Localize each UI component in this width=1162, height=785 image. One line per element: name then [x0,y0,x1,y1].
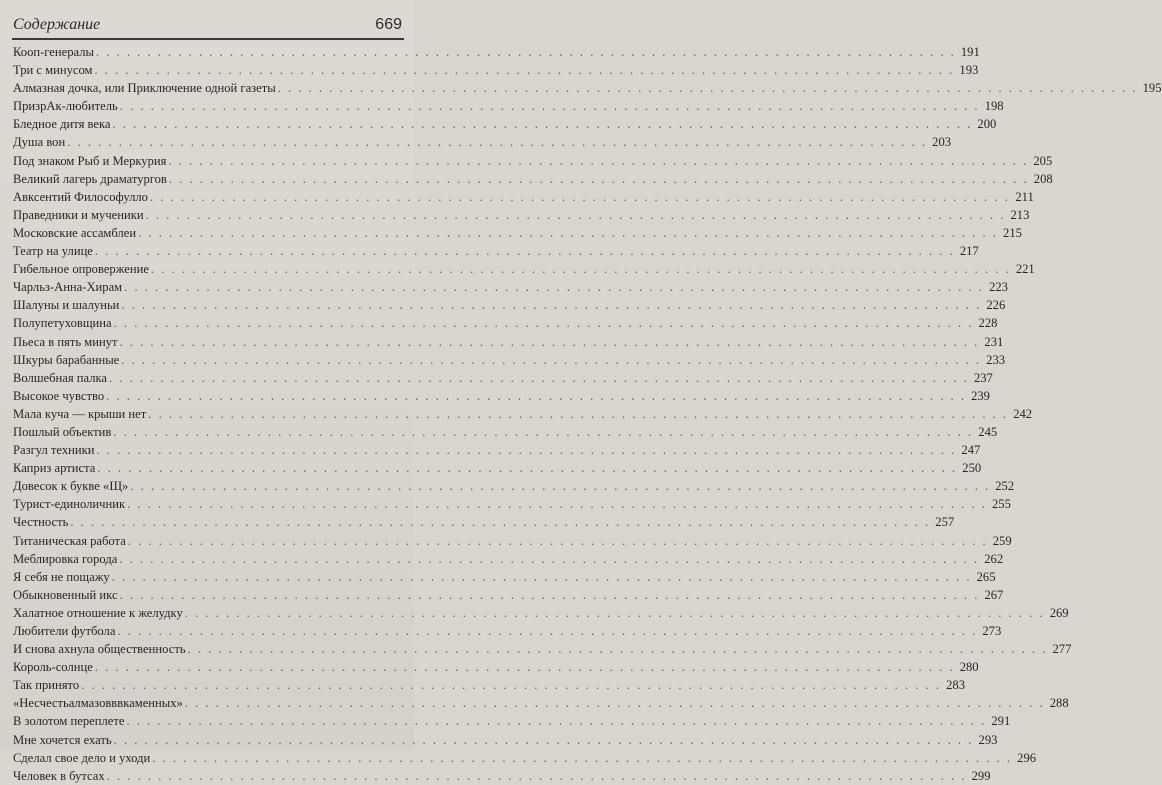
toc-entry [13,333,1004,351]
toc-entry [13,369,993,387]
toc-entry-title: Мне хочется ехать [13,732,112,747]
toc-entry-page: 193 [959,63,979,78]
toc-entry-title: Так принято [13,678,80,693]
dot-leader [130,477,990,495]
toc-entry-page: 288 [1049,696,1069,711]
toc-entry [13,314,998,332]
dot-leader [117,622,977,640]
dot-leader [126,712,986,730]
dot-leader [278,79,1138,97]
toc-entry [13,242,979,260]
toc-entry-page: 203 [932,135,952,150]
toc-entry [13,640,1072,658]
toc-entry-page: 215 [1003,225,1022,240]
toc-entry-title: Высокое чувство [13,388,105,403]
toc-entry-page: 211 [1015,189,1034,204]
dot-leader [96,441,956,459]
toc-entry-page: 283 [946,678,965,693]
dot-leader [124,278,984,296]
toc-entry [13,170,1053,188]
dot-leader [121,296,981,314]
toc-entry-page: 245 [978,424,998,439]
toc-entry-title: Сделал свое дело и уходи [13,750,151,765]
toc-entry [13,405,1033,423]
toc-entry-title: Любители футбола [13,624,116,638]
dot-leader [121,351,981,369]
toc-entry-title: «Несчестьалмазовввкаменных» [13,696,183,711]
toc-entry-page: 267 [984,587,1004,602]
dot-leader [114,314,974,332]
toc-entry [13,296,1006,314]
toc-entry [13,387,990,405]
toc-entry-title: Шалуны и шалуньи [13,298,120,313]
toc-entry-page: 280 [959,660,979,675]
dot-leader [185,694,1045,712]
dot-leader [96,43,956,61]
toc-entry [13,586,1004,604]
toc-entry-page: 250 [962,461,982,476]
dot-leader [152,749,1012,767]
toc-entry-title: Пошлый объектив [13,424,112,439]
toc-entry-page: 259 [992,533,1012,548]
toc-entry-title: Алмазная дочка, или Приключение одной газеты [13,81,276,96]
toc-entry [13,622,1002,640]
toc-entry-title: Мала куча — крыши нет [13,406,147,421]
toc-entry [13,115,997,133]
toc-entry [13,712,1011,730]
toc-entry [13,206,1030,224]
toc-entry-title: Праведники и мученики [13,207,144,222]
toc-entry [13,550,1004,568]
toc-entry [13,604,1069,622]
toc-entry [13,61,979,79]
toc-entry-title: Человек в бутсах [13,768,105,783]
toc-entry-page: 228 [978,316,998,331]
toc-entry [13,224,1022,242]
toc-entry-page: 269 [1049,605,1069,620]
toc-entry-title: Полупетуховщина [13,316,112,331]
toc-entry-page: 242 [1013,406,1033,421]
dot-leader [168,152,1028,170]
toc-entry-title: Под знаком Рыб и Меркурия [13,153,167,168]
toc-entry-title: Великий лагерь драматургов [13,171,167,186]
toc-entry-page: 291 [991,714,1011,729]
dot-leader [70,513,930,531]
toc-entry-page: 247 [961,443,981,458]
toc-entry-page: 277 [1052,642,1072,657]
toc-entry-page: 195 [1142,81,1162,96]
toc-entry-page: 273 [982,624,1002,638]
toc-entry [13,188,1034,206]
dot-leader [146,206,1006,224]
dot-leader [95,242,955,260]
dot-leader [151,260,1011,278]
dot-leader [95,61,955,79]
dot-leader [120,333,980,351]
toc-entry [13,133,952,151]
toc-entry-title: Душа вон [13,135,66,150]
toc-entry [13,658,979,676]
toc-entry-page: 293 [978,732,998,747]
toc-entry-page: 296 [1017,750,1037,765]
header-divider [12,38,404,40]
dot-leader [120,586,980,604]
dot-leader [67,133,927,151]
toc-entry [13,477,1015,495]
page-number: 669 [375,16,402,33]
toc-entry-title: Кооп-генералы [13,45,94,59]
table-of-contents [13,43,1162,785]
dot-leader [113,423,973,441]
toc-entry [13,694,1069,712]
toc-entry-title: Бледное дитя века [13,117,111,132]
toc-entry-title: Король-солнце [13,660,93,675]
toc-entry-title: Московские ассамблеи [13,225,137,240]
page-header [0,14,414,40]
toc-entry [13,79,1162,97]
toc-entry [13,351,1006,369]
toc-entry [13,749,1037,767]
section-title: Содержание [13,16,101,33]
toc-entry-title: Титаническая работа [13,533,126,548]
toc-entry-title: Пьеса в пять минут [13,334,118,349]
toc-entry [13,767,991,785]
dot-leader [185,604,1045,622]
dot-leader [148,405,1008,423]
toc-entry [13,97,1004,115]
toc-entry [13,43,980,61]
toc-entry-page: 223 [989,280,1008,295]
toc-entry-title: Театр на улице [13,244,93,259]
toc-entry [13,278,1008,296]
toc-entry [13,441,981,459]
dot-leader [128,532,988,550]
toc-entry-title: Шкуры барабанные [13,352,120,367]
toc-entry-title: ПризрАк-любитель [13,99,118,114]
toc-entry [13,676,965,694]
toc-entry-page: 231 [984,334,1004,349]
toc-entry [13,260,1035,278]
toc-entry-title: Каприз артиста [13,461,96,476]
dot-leader [81,676,941,694]
toc-entry [13,423,998,441]
toc-entry [13,152,1053,170]
toc-entry-page: 208 [1033,171,1053,186]
toc-entry-title: Три с минусом [13,63,93,78]
toc-entry-page: 233 [986,352,1006,367]
toc-entry-title: Гибельное опровержение [13,262,149,277]
toc-entry-page: 239 [971,388,990,403]
toc-entry-title: Разгул техники [13,443,95,458]
toc-entry-title: И снова ахнула общественность [13,642,186,657]
dot-leader [114,731,974,749]
toc-entry-title: Турист-единоличник [13,497,126,512]
dot-leader [113,115,973,133]
toc-entry-page: 198 [984,99,1004,114]
toc-entry [13,459,982,477]
toc-entry-title: Волшебная палка [13,370,108,385]
toc-entry-page: 262 [984,551,1004,566]
dot-leader [107,767,967,785]
toc-entry [13,513,955,531]
toc-entry-page: 226 [986,298,1006,313]
toc-entry-title: Я себя не пощажу [13,569,110,584]
toc-entry-page: 252 [995,479,1015,494]
toc-entry-page: 265 [976,569,996,584]
toc-entry-page: 237 [973,370,993,385]
dot-leader [127,495,987,513]
dot-leader [106,387,966,405]
dot-leader [120,97,980,115]
toc-entry-title: Обыкновенный икс [13,587,118,602]
dot-leader [112,568,972,586]
toc-entry-page: 221 [1015,262,1035,277]
toc-entry-page: 213 [1010,207,1030,222]
toc-entry [13,731,998,749]
toc-entry-page: 205 [1033,153,1053,168]
dot-leader [119,550,979,568]
toc-entry [13,495,1011,513]
dot-leader [95,658,955,676]
dot-leader [150,188,1010,206]
dot-leader [188,640,1048,658]
toc-entry [13,568,996,586]
dot-leader [169,170,1029,188]
toc-entry-title: Меблировка города [13,551,118,566]
toc-entry-title: Честность [13,515,69,530]
toc-entry-title: Довесок к букве «Щ» [13,479,129,494]
dot-leader [138,224,998,242]
toc-entry-page: 255 [992,497,1011,512]
dot-leader [109,369,969,387]
toc-entry [13,532,1012,550]
toc-entry-page: 299 [971,768,991,783]
dot-leader [97,459,957,477]
toc-entry-title: В золотом переплете [13,714,125,729]
toc-entry-title: Авксентий Философулло [13,189,148,204]
toc-entry-page: 257 [935,515,955,530]
toc-entry-title: Чарльз-Анна-Хирам [13,280,123,295]
toc-entry-page: 217 [959,244,979,259]
toc-entry-title: Халатное отношение к желудку [13,605,183,620]
toc-entry-page: 191 [960,45,980,59]
toc-entry-page: 200 [977,117,997,132]
